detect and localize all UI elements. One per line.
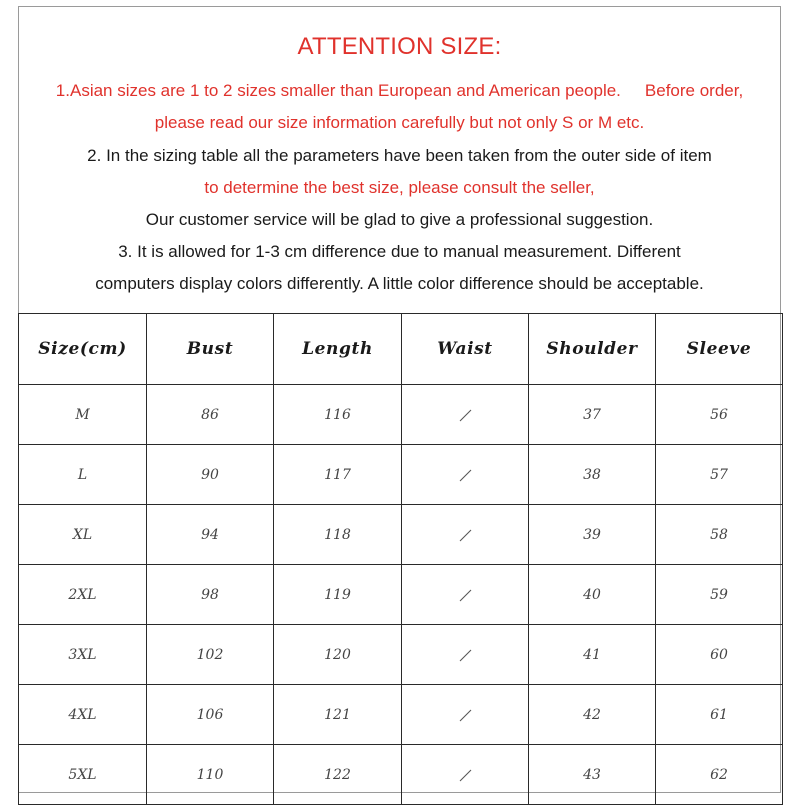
header-waist: Waist	[402, 314, 529, 385]
cell-size: L	[19, 445, 147, 505]
notice-line-7: computers display colors differently. A little color difference should be acceptable.	[95, 274, 704, 293]
cell-bust: 110	[147, 745, 274, 805]
not-applicable-slash	[457, 647, 473, 663]
cell-waist	[402, 685, 529, 745]
cell-length: 120	[274, 625, 402, 685]
cell-bust: 98	[147, 565, 274, 625]
cell-waist	[402, 745, 529, 805]
notice-line-4: to determine the best size, please consult the seller,	[204, 178, 595, 197]
cell-length: 117	[274, 445, 402, 505]
not-applicable-slash	[457, 527, 473, 543]
cell-bust: 90	[147, 445, 274, 505]
cell-waist	[402, 565, 529, 625]
cell-shoulder: 42	[529, 685, 656, 745]
cell-bust: 106	[147, 685, 274, 745]
not-applicable-slash	[457, 587, 473, 603]
cell-size: 3XL	[19, 625, 147, 685]
notice-line-1	[19, 81, 780, 101]
table-row	[19, 745, 783, 805]
cell-size: 2XL	[19, 565, 147, 625]
cell-shoulder: 38	[529, 445, 656, 505]
header-sleeve: Sleeve	[656, 314, 783, 385]
notice-line-6: 3. It is allowed for 1-3 cm difference due to manual measurement. Different	[118, 242, 681, 261]
cell-shoulder: 40	[529, 565, 656, 625]
cell-shoulder: 39	[529, 505, 656, 565]
cell-size: M	[19, 385, 147, 445]
notice-line-1b: Before order,	[644, 81, 744, 100]
cell-size: 4XL	[19, 685, 147, 745]
cell-waist	[402, 385, 529, 445]
cell-length: 118	[274, 505, 402, 565]
header-length: Length	[274, 314, 402, 385]
cell-shoulder: 37	[529, 385, 656, 445]
cell-bust: 94	[147, 505, 274, 565]
not-applicable-slash	[457, 767, 473, 783]
cell-size: XL	[19, 505, 147, 565]
table-row	[19, 685, 783, 745]
size-table	[18, 313, 783, 805]
cell-bust: 86	[147, 385, 274, 445]
notice-line-2: please read our size information carefully but not only S or M etc.	[154, 113, 645, 132]
notice-line-1a: 1.Asian sizes are 1 to 2 sizes smaller than European and American people.	[55, 81, 621, 100]
cell-sleeve: 60	[656, 625, 783, 685]
cell-waist	[402, 445, 529, 505]
cell-sleeve: 58	[656, 505, 783, 565]
notice-title: ATTENTION SIZE:	[297, 33, 502, 60]
cell-length: 119	[274, 565, 402, 625]
table-row	[19, 565, 783, 625]
cell-waist	[402, 505, 529, 565]
size-chart-frame	[18, 6, 781, 793]
table-row	[19, 445, 783, 505]
not-applicable-slash	[457, 467, 473, 483]
notice-line-3: 2. In the sizing table all the parameters have been taken from the outer side of item	[87, 146, 712, 165]
notice-line-5: Our customer service will be glad to give a professional suggestion.	[145, 210, 654, 229]
not-applicable-slash	[457, 707, 473, 723]
attention-notice	[19, 7, 780, 313]
cell-shoulder: 41	[529, 625, 656, 685]
cell-waist	[402, 625, 529, 685]
cell-length: 122	[274, 745, 402, 805]
cell-sleeve: 62	[656, 745, 783, 805]
cell-shoulder: 43	[529, 745, 656, 805]
cell-size: 5XL	[19, 745, 147, 805]
cell-sleeve: 59	[656, 565, 783, 625]
not-applicable-slash	[457, 407, 473, 423]
cell-length: 116	[274, 385, 402, 445]
table-row	[19, 505, 783, 565]
header-shoulder: Shoulder	[529, 314, 656, 385]
table-header-row	[19, 314, 783, 385]
table-row	[19, 625, 783, 685]
cell-sleeve: 61	[656, 685, 783, 745]
cell-bust: 102	[147, 625, 274, 685]
cell-length: 121	[274, 685, 402, 745]
header-size: Size(cm)	[19, 314, 147, 385]
header-bust: Bust	[147, 314, 274, 385]
cell-sleeve: 57	[656, 445, 783, 505]
table-row	[19, 385, 783, 445]
cell-sleeve: 56	[656, 385, 783, 445]
